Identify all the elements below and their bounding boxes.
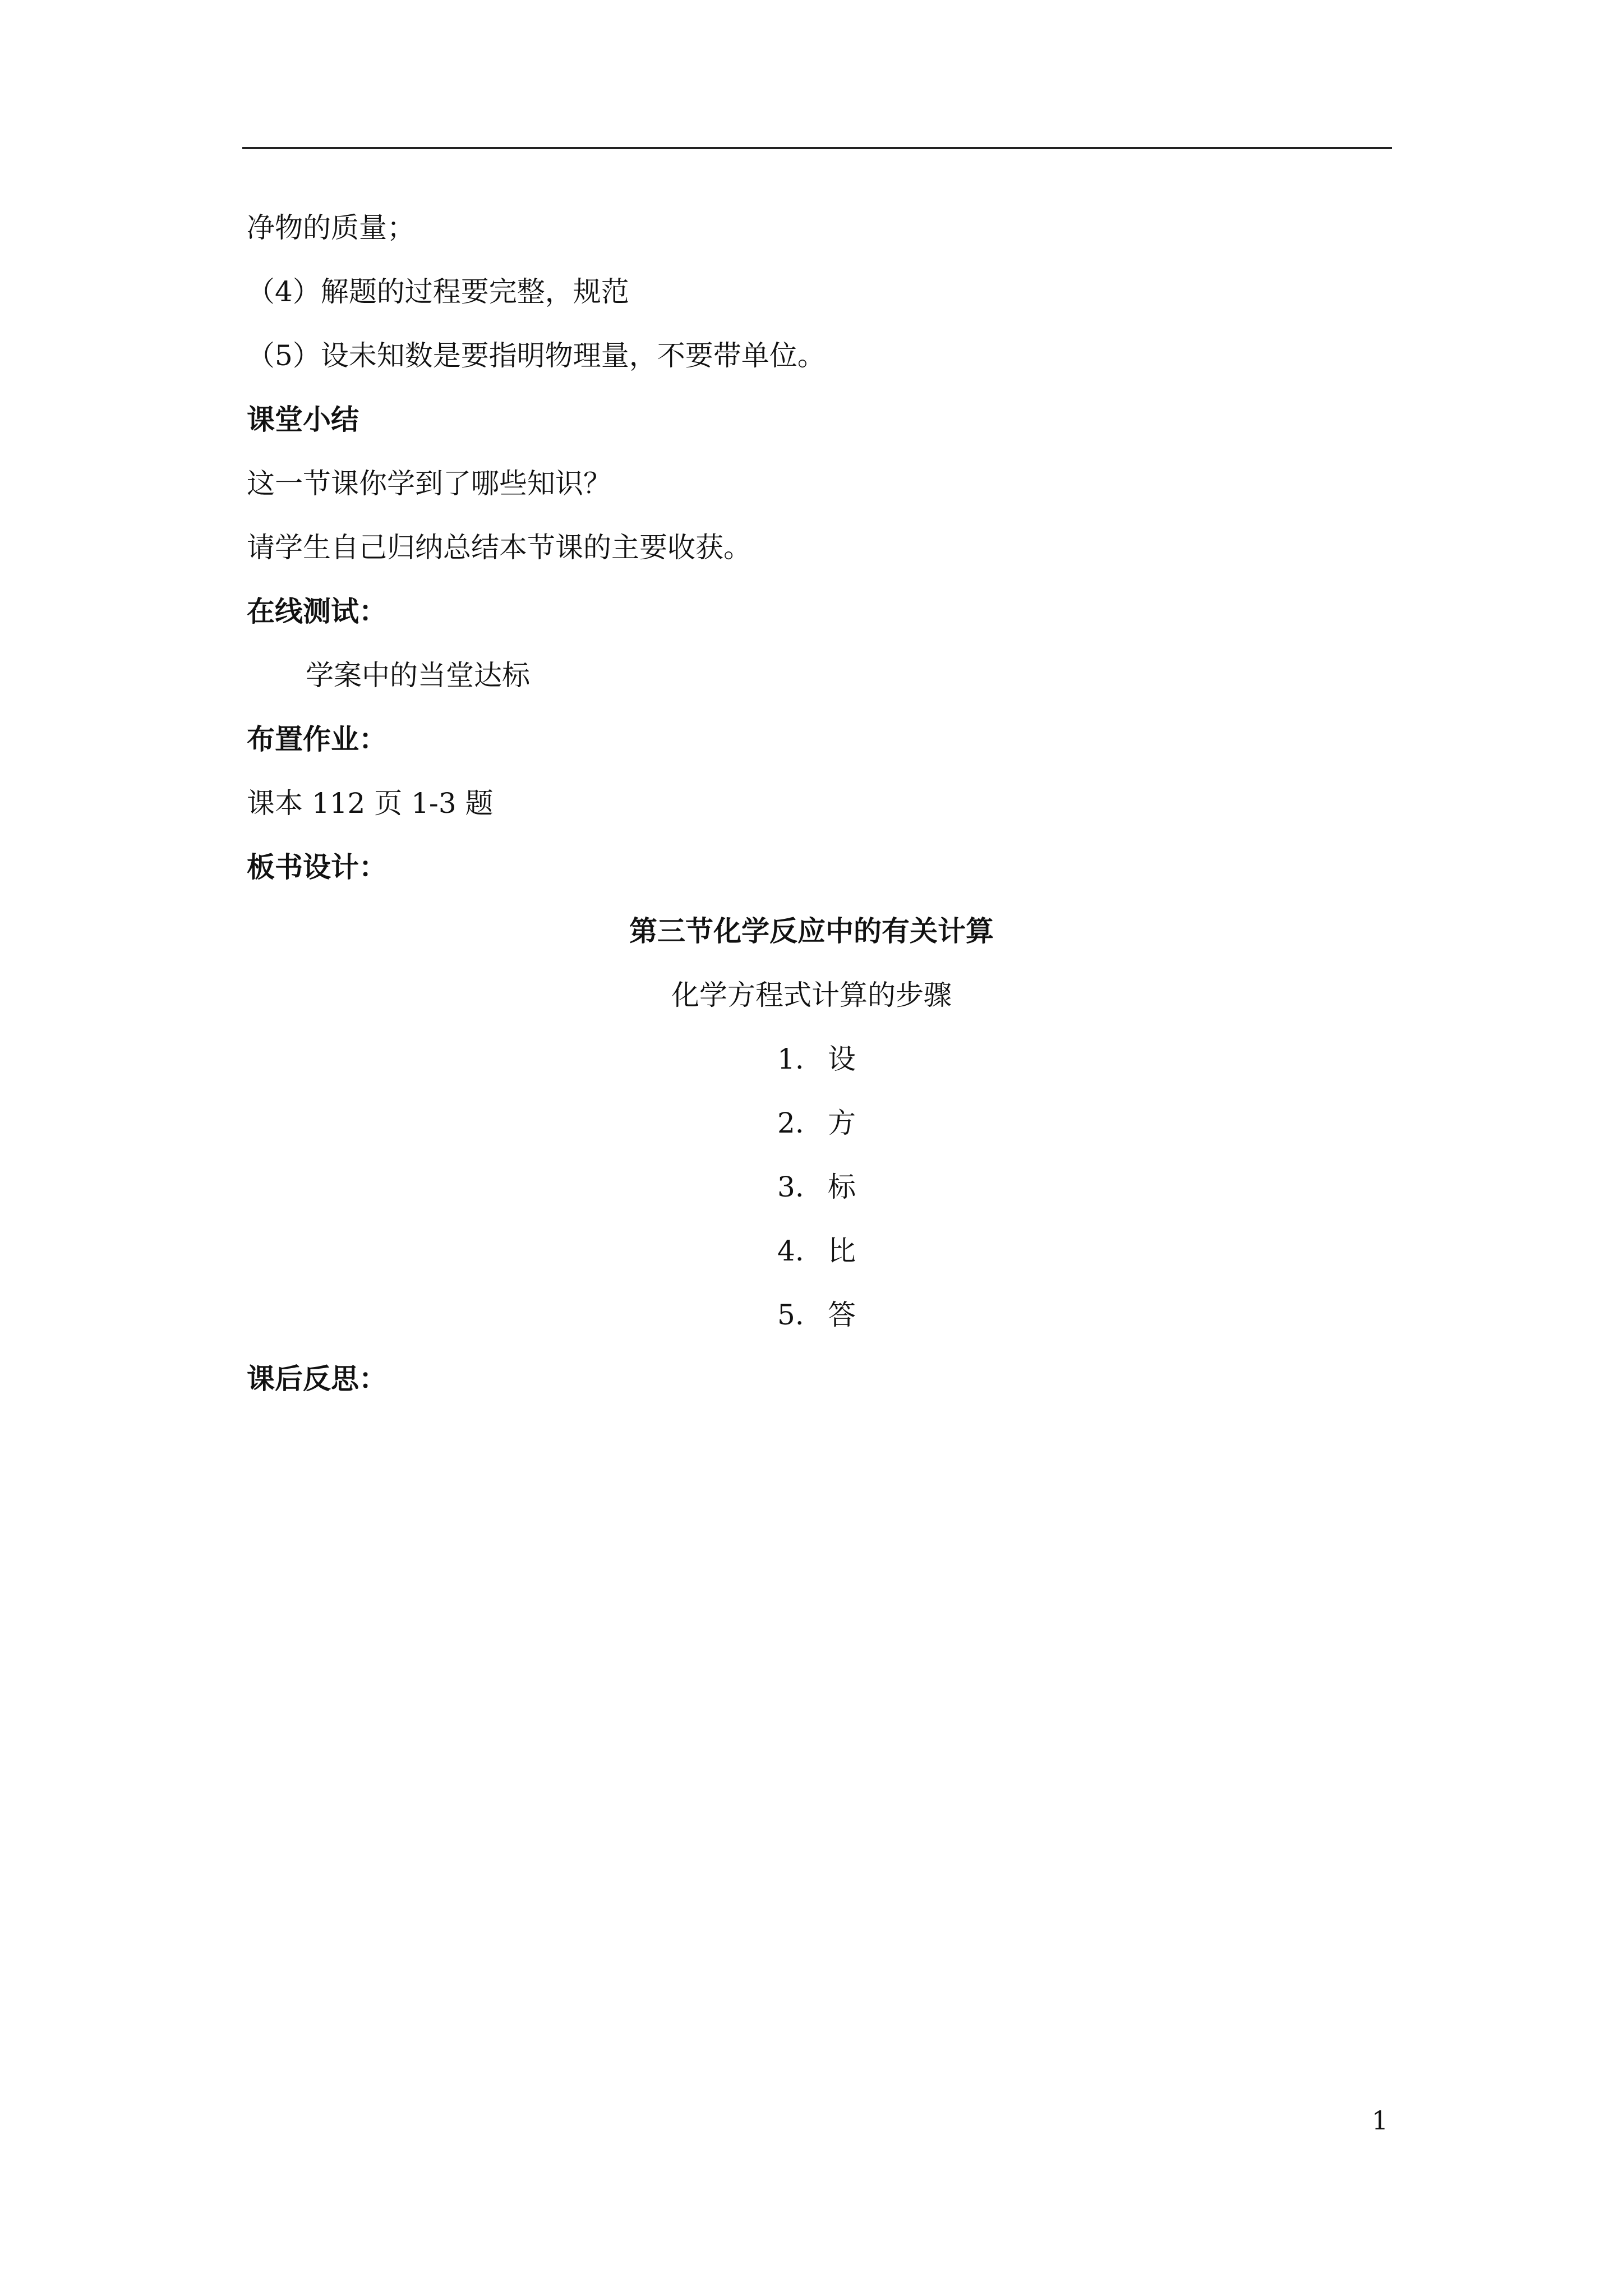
step-text: 标 [828,1171,856,1203]
board-step-1 [777,1042,856,1076]
section-heading-reflection: 课后反思： [247,1362,387,1395]
summary-answer: 请学生自己归纳总结本节课的主要收获。 [247,531,751,564]
section-heading-summary: 课堂小结 [247,403,359,436]
step-text: 方 [828,1107,856,1139]
header-rule [242,147,1392,149]
text-line-point-4: （4）解题的过程要完整，规范 [247,275,629,308]
page-number: 1 [1372,2105,1389,2136]
summary-question: 这一节课你学到了哪些知识？ [247,467,611,500]
step-number: 2. [777,1107,804,1139]
online-test-text: 学案中的当堂达标 [306,659,530,692]
step-number: 3. [777,1171,804,1203]
step-text: 比 [828,1235,856,1267]
board-title: 第三节化学反应中的有关计算 [629,914,994,947]
section-heading-board-design: 板书设计： [247,850,387,884]
step-number: 1. [777,1043,804,1075]
board-step-3 [777,1170,856,1204]
text-line-point-5: （5）设未知数是要指明物理量，不要带单位。 [247,339,826,372]
section-heading-homework: 布置作业： [247,723,387,756]
step-number: 5. [777,1299,804,1331]
board-step-5 [777,1298,856,1332]
homework-text: 课本 112 页 1-3 题 [247,787,494,820]
step-number: 4. [777,1235,804,1267]
section-heading-online-test: 在线测试： [247,595,387,628]
text-line-net-mass: 净物的质量； [247,211,415,244]
step-text: 答 [828,1299,856,1331]
board-step-4 [777,1234,856,1268]
board-step-2 [777,1106,856,1140]
board-subtitle: 化学方程式计算的步骤 [671,979,952,1011]
step-text: 设 [828,1043,856,1075]
